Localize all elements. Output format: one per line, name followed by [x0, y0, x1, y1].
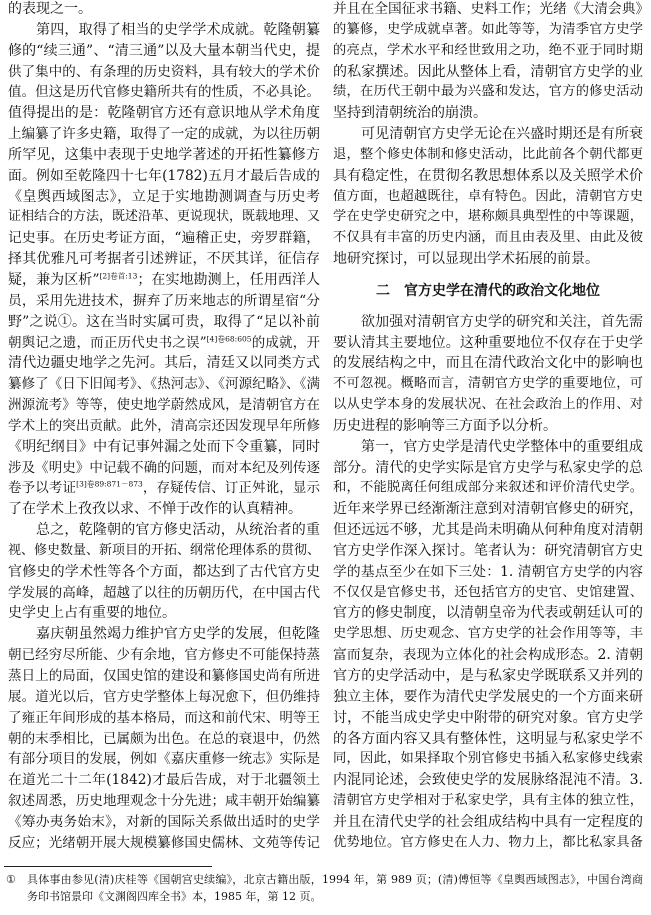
text-line: 有部分项目的发展，例如《嘉庆重修一统志》实际是	[8, 751, 320, 768]
text-line	[8, 478, 320, 499]
text-line: 野”之说①。这在当时实属可贵，取得了“足以补前	[8, 313, 320, 330]
section-heading	[333, 270, 643, 312]
footnotes	[6, 871, 643, 905]
text-line: 讨，不能当成史学史中附带的研究对象。官方史学	[333, 709, 643, 726]
text-line: 学术上的突出贡献。此外，清高宗还因发现早年所修	[8, 417, 320, 434]
text-line: 修的“续三通”、“清三通”以及大量本朝当代史，提	[8, 42, 320, 59]
left-column	[8, 0, 320, 854]
text-line: 的私家撰述。因此从整体上看，清朝官方史学的业	[333, 63, 643, 80]
text-line	[8, 270, 320, 291]
text-line: 官方史学作深入探讨。笔者认为：研究清朝官方史	[333, 542, 643, 559]
text-line: 员，采用先进技术，摒弃了历来地志的所谓星宿“分	[8, 292, 320, 309]
right-column	[333, 0, 650, 854]
text-line: 上编纂了许多史籍，取得了一定的成就，为以往历朝	[8, 126, 320, 143]
text-line: 洲源流考》等等，使史地学蔚然成风，是清朝官方在	[8, 397, 320, 414]
text-line: 涉及《明史》中记载不确的问题，而对本纪及列传逐	[8, 459, 320, 476]
text-line: 清朝官方史学相对于私家史学，具有主体的独立性，	[333, 793, 643, 809]
text-line: 官方的史学活动中，是与私家史学既联系又并列的	[333, 668, 643, 684]
paragraph	[8, 0, 320, 20]
text-line: 以从史学本身的发展状况、在社会政治上的作用、对	[333, 397, 643, 413]
text-line: 第四，取得了相当的史学学术成就。乾隆朝纂	[36, 21, 320, 38]
text-line: 并且在全国征求书籍、史料工作；光绪《大清会典》	[333, 1, 650, 17]
citation-superscript: [4]卷68:605	[206, 334, 252, 343]
text-line: 历史进程的影响等三方面予以分析。	[333, 417, 557, 434]
text-line: 要认清其主要地位。这种重要地位不仅存在于史学	[333, 334, 643, 351]
text-line: 了雍正年间形成的基本格局，而这和前代宋、明等王	[8, 709, 320, 726]
text-line: 嘉庆朝虽然竭力维护官方史学的发展，但乾隆	[36, 626, 320, 643]
text-line: 记史事。在历史考证方面，“遍稽正史，旁罗群籍，	[8, 230, 320, 247]
text-line: 独立主体，要作为清代史学发展史的一个方面来研	[333, 688, 643, 705]
paragraph	[333, 0, 650, 124]
text-line: 官方的修史制度，以清朝皇帝为代表或朝廷认可的	[333, 605, 643, 622]
text-line: 不可忽视。概略而言，清朝官方史学的重要地位，可	[333, 376, 643, 392]
text-line: 展。道光以后，官方史学整体上每况愈下，但仍维持	[8, 688, 320, 705]
text-line: 学在史学史研究之中，堪称颇具典型性的中等课题，	[333, 209, 643, 225]
text-line: 证相结合的方法，既述沿革、更说现状，既载地理、又	[8, 209, 321, 225]
text-line: 不仅仅是官修史书，还包括官方的史官、史馆建置、	[333, 584, 643, 600]
text-line: 部分。清代的史学实际是官方史学与私家史学的总	[333, 459, 643, 476]
text-line: 的各方面内容又具有整体性，这明显与私家史学不	[333, 730, 643, 747]
section-title: 官方史学在清代的政治文化地位	[404, 282, 600, 299]
text-line: 史学史上占有重要的地位。	[8, 605, 176, 622]
text-line: 和，不能脱离任何组成部分来叙述和评价清代史学。	[333, 480, 643, 496]
text-line: 不仅具有丰富的历史内涵，而且由表及里、由此及彼	[333, 230, 643, 246]
text-line: 但还远远不够，尤其是尚未明确从何种角度对清朝	[333, 522, 643, 539]
text-line: 择其优雅凡可考据者引述辨证，不厌其详，征信存	[8, 251, 320, 268]
text-line: 可见清朝官方史学无论在兴盛时期还是有所衰	[361, 126, 643, 143]
text-line: 总之，乾隆朝的官方修史活动，从统治者的重	[36, 522, 320, 539]
footnote-line: 务印书馆景印《文渊阁四库全书》本，1985 年，第 12 页。	[27, 890, 322, 903]
text-line: 同，因此，如果择取个别官修史书插入私家修史线索	[333, 751, 643, 767]
text-line: 近年来学界已经渐渐注意到对清朝官修史的研究，	[333, 501, 643, 518]
text-line: 朝的末季相比，已属颇为出色。在总的衰退中，仍然	[8, 730, 320, 747]
text-line: 《筹办夷务始末》，对新的国际关系做出适时的史学	[8, 813, 320, 830]
text-line: 面。例如至乾隆四十七年(1782)五月才最后告成的	[8, 167, 320, 184]
text-line: 欲加强对清朝官方史学的研究和关注，首先需	[361, 313, 643, 330]
text-line: 第一，官方史学是清代史学整体中的重要组成	[361, 438, 643, 455]
text-line: 值得提出的是：乾隆朝官方还有意识地从学术角度	[8, 105, 320, 122]
text-line: 史学思想、历史观念、官方史学的社会作用等等，丰	[333, 626, 643, 642]
text-line: 了在学术上孜孜以求、不惮于改作的认真精神。	[8, 501, 302, 518]
text-line: 坚持到清朝统治的崩溃。	[333, 105, 487, 122]
text-line: 富而复杂，表现为立体化的社会构成形态。2. 清朝	[333, 647, 643, 664]
text-line: 优势地位。官方修史在人力、物力上，都比私家具备	[333, 834, 643, 850]
text-line: 具有稳定性，在贯彻名教思想体系以及关照学术价	[333, 167, 643, 184]
paragraph	[333, 437, 643, 854]
text-line: 蒸日上的局面，仅国史馆的建设和纂修国史尚有所进	[8, 668, 320, 684]
text-line: 学发展的高峰，超越了以往的历朝历代，在中国古代	[8, 584, 320, 601]
text-line: 清代边疆史地学之先河。其后，清廷又以同类方式	[8, 355, 320, 372]
text-line: 纂修了《日下旧闻考》、《热河志》、《河源纪略》、《满	[8, 376, 320, 393]
text-line: 的表现之一。	[8, 1, 92, 17]
footnote-marker: ①	[6, 873, 16, 886]
text-line: 地研究探讨，可以显现出学术拓展的前景。	[333, 251, 599, 268]
text-segment: 朝舆记之遗，而正历代史书之误”	[8, 334, 207, 351]
text-line: 所罕见，这集中表现于史地学著述的开拓性纂修方	[8, 146, 320, 163]
text-line: 在道光二十二年(1842)才最后告成，对于北疆领土	[8, 772, 320, 789]
text-segment: 卷予以考证	[8, 480, 77, 497]
text-line: 值。但这是历代官修史籍所共有的性质，不必具论。	[8, 84, 320, 101]
paragraph	[333, 312, 643, 437]
paragraph	[8, 520, 320, 624]
text-line: 《明纪纲目》中有记事舛漏之处而下令重纂，同时	[8, 438, 320, 455]
paragraph	[8, 20, 320, 520]
text-line: 的纂修，史学成就卓著。如此等等，为清季官方史学	[333, 21, 643, 37]
footnote-rule	[4, 866, 212, 867]
text-line: 视、修史数量、新项目的开拓、纲常伦理体系的贯彻、	[8, 542, 321, 558]
text-line	[8, 333, 320, 354]
text-line: 学的基点至少在如下三处：1. 清朝官方史学的内容	[333, 563, 643, 580]
text-line: 叙述周悉，历史地理观念十分先进；咸丰朝开始编纂	[8, 793, 320, 810]
text-segment: 疑，兼为区析”	[8, 271, 100, 288]
text-line: 值方面，也超越既往，卓有特色。因此，清朝官方史	[333, 188, 643, 204]
paragraph	[333, 124, 643, 270]
text-line: 的发展结构之中，而且在清代政治文化中的影响也	[333, 355, 643, 372]
text-line: 退，整个修史体制和修史活动，比此前各个朝代都更	[333, 146, 643, 162]
text-segment: ；在实地勘测上，任用西洋人	[137, 271, 320, 288]
text-line: 绩，在历代王朝中最为兴盛和发达，官方的修史活动	[333, 84, 643, 100]
text-line: 朝已经穷尽所能、少有余地，官方修史不可能保持蒸	[8, 647, 320, 664]
footnote-line: 具体事由参见(清)庆桂等《国朝宫史续编》，北京古籍出版，1994 年，第 989 页；(清)傅恒等《皇舆西域图志》，中国台湾商	[27, 873, 643, 886]
text-line: 的亮点，学术水平和经世致用之功，绝不亚于同时期	[333, 42, 643, 58]
text-line: 反应；光绪朝开展大规模纂修国史儒林、文苑等传记	[8, 834, 320, 851]
text-line: 内混同论述，会致使史学的发展脉络混沌不清。3.	[333, 772, 643, 789]
footnote-body	[27, 871, 643, 905]
text-line: 并且在清代史学的社会组成结构中具有一定程度的	[333, 813, 643, 830]
section-number: 二	[376, 282, 390, 299]
text-segment: ，存疑传信、订正舛讹，显示	[142, 480, 321, 497]
citation-superscript: [3]卷89:871－873	[76, 479, 143, 489]
paragraph	[8, 624, 320, 853]
text-line: 《皇舆西域图志》，立足于实地勘测调查与历史考	[8, 188, 320, 205]
text-segment: 的成就，开	[251, 334, 321, 351]
text-line: 官修史的学术性等各个方面，都达到了古代官方史	[8, 563, 320, 580]
text-line: 供了集中的、有条理的历史资料，具有较大的学术价	[8, 63, 320, 80]
citation-superscript: [2]卷首:13	[99, 271, 138, 281]
